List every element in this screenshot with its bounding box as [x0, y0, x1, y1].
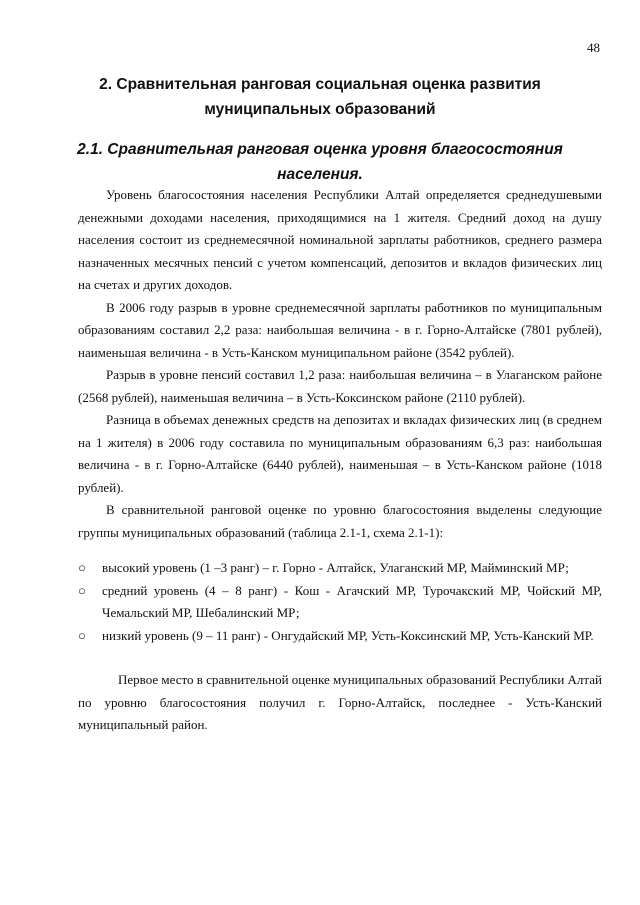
bullet-circle-icon: ○ [78, 582, 86, 598]
subsection-heading: 2.1. Сравнительная ранговая оценка уровня благосостояния населения. [77, 141, 563, 183]
paragraph-4: Разница в объемах денежных средств на депозитах и вкладах физических лиц (в среднем на 1 жителя) в 2006 году составила по муниципальным образованиям 6,3 раз: наибольшая величина - в г. Горно-Алтайске (6440 рублей), наименьшая – в Усть-Канском районе (1018 рублей). [78, 412, 602, 495]
closing-paragraph: Первое место в сравнительной оценке муниципальных образований Республики Алтай по уровню благосостояния получил г. Горно-Алтайск, последнее - Усть-Канский муниципальный район. [78, 672, 602, 732]
page-number: 48 [587, 40, 600, 55]
body-text [78, 184, 602, 737]
paragraph-2: В 2006 году разрыв в уровне среднемесячной зарплаты работников по муниципальным образованиям составил 2,2 раза: наибольшая величина - в г. Горно-Алтайске (7801 рублей), наименьшая величина - в Усть-Канском муниципальном районе (3542 рублей). [78, 299, 602, 360]
list-item-text: низкий уровень (9 – 11 ранг) - Онгудайский МР, Усть-Коксинский МР, Усть-Канский МР. [102, 627, 594, 643]
group-list [78, 557, 602, 647]
section-heading: 2. Сравнительная ранговая социальная оценка развития муниципальных образований [99, 76, 541, 118]
list-item-text: высокий уровень (1 –3 ранг) – г. Горно - Алтайск, Улаганский МР, Майминский МР; [102, 560, 569, 575]
list-item-low [78, 625, 602, 648]
bullet-circle-icon: ○ [78, 560, 86, 575]
paragraph-3: Разрыв в уровне пенсий составил 1,2 раза: наибольшая величина – в Улаганском районе (2568 рублей), наименьшая величина – в Усть-Коксинском районе (2110 рублей). [78, 367, 602, 405]
list-item-high [78, 557, 602, 580]
paragraph-5: В сравнительной ранговой оценке по уровню благосостояния выделены следующие группы муниципальных образований (таблица 2.1-1, схема 2.1-1): [78, 502, 602, 540]
paragraph-1: Уровень благосостояния населения Республики Алтай определяется среднедушевыми денежными доходами населения, приходящимися на 1 жителя. Средний доход на душу населения состоит из среднемесячной номинальной зарплаты работников, среднего размера назначенных месячных пенсий с учетом компенсаций, депозитов и вкладов физических лиц на счетах и других доходов. [78, 187, 602, 292]
list-item-text: средний уровень (4 – 8 ранг) - Кош - Агачский МР, Турочакский МР, Чойский МР, Чемальский МР, Шебалинский МР; [102, 582, 602, 620]
list-item-medium [78, 580, 602, 625]
bullet-circle-icon: ○ [78, 627, 86, 643]
